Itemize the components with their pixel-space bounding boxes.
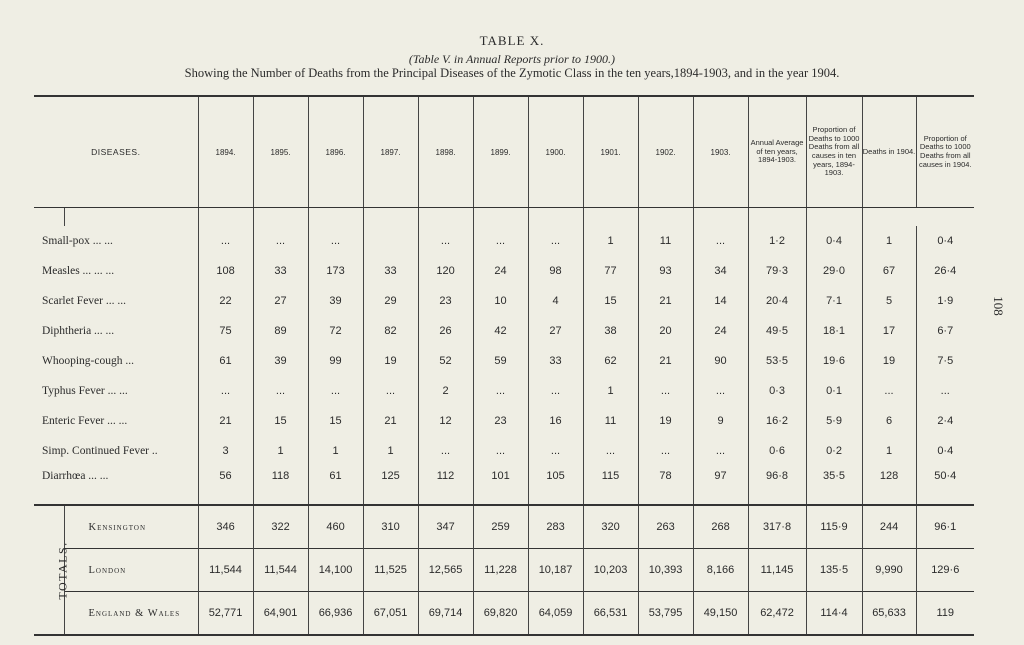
table-cell: 52	[418, 346, 473, 376]
table-cell: 64,901	[253, 592, 308, 636]
table-cell: 65,633	[862, 592, 916, 636]
table-cell: 108	[198, 256, 253, 286]
header-cell: 1894.	[198, 96, 253, 208]
table-cell: 97	[693, 466, 748, 505]
table-cell: 15	[583, 286, 638, 316]
table-cell: 1	[583, 226, 638, 256]
table-cell: 78	[638, 466, 693, 505]
table-cell: 10,203	[583, 549, 638, 592]
disease-rows	[34, 208, 974, 506]
table-cell: ...	[638, 376, 693, 406]
table-cell: 2	[418, 376, 473, 406]
table-cell: ...	[198, 376, 253, 406]
table-cell: 53·5	[748, 346, 806, 376]
table-cell: 9,990	[862, 549, 916, 592]
table-cell: ...	[528, 226, 583, 256]
table-row	[34, 256, 974, 286]
table-cell: ...	[418, 436, 473, 466]
table-cell: 320	[583, 505, 638, 549]
table-cell: ...	[693, 226, 748, 256]
table-cell: 16	[528, 406, 583, 436]
table-cell: ...	[862, 376, 916, 406]
region-name: Kensington	[64, 505, 198, 549]
table-cell: 38	[583, 316, 638, 346]
table-cell: ...	[583, 436, 638, 466]
table-cell: 12,565	[418, 549, 473, 592]
table-cell: 19	[862, 346, 916, 376]
table-cell	[363, 226, 418, 256]
table-cell: ...	[198, 226, 253, 256]
table-cell: 64,059	[528, 592, 583, 636]
table-cell: 6·7	[916, 316, 974, 346]
table-cell: 15	[253, 406, 308, 436]
table-cell: 0·6	[748, 436, 806, 466]
table-cell: 96·8	[748, 466, 806, 505]
table-cell: 27	[253, 286, 308, 316]
totals-rows	[34, 505, 974, 635]
region-name: London	[64, 549, 198, 592]
disease-name: Measles ... ... ...	[42, 265, 115, 277]
table-cell: ...	[473, 376, 528, 406]
header-cell: 1900.	[528, 96, 583, 208]
table-cell: 12	[418, 406, 473, 436]
header-cell: 1896.	[308, 96, 363, 208]
table-cell: 33	[363, 256, 418, 286]
table-description: Showing the Number of Deaths from the Principal Diseases of the Zymotic Class in the ten years,1894-1903, and in the year 1904.	[184, 66, 840, 80]
table-cell: 21	[638, 346, 693, 376]
table-cell: 119	[916, 592, 974, 636]
table-cell: 26	[418, 316, 473, 346]
table-cell: 1·2	[748, 226, 806, 256]
table-cell: 112	[418, 466, 473, 505]
table-cell: 3	[198, 436, 253, 466]
table-cell: 66,531	[583, 592, 638, 636]
table-cell: 15	[308, 406, 363, 436]
table-cell: 0·4	[916, 436, 974, 466]
spacer-cell	[418, 208, 473, 227]
table-row	[34, 466, 974, 505]
table-cell: 114·4	[806, 592, 862, 636]
disease-name: Scarlet Fever ... ...	[42, 295, 126, 307]
table-cell: 346	[198, 505, 253, 549]
table-cell: 101	[473, 466, 528, 505]
table-cell: 322	[253, 505, 308, 549]
table-row	[34, 286, 974, 316]
table-cell: 26·4	[916, 256, 974, 286]
disease-name: Whooping-cough ...	[42, 355, 134, 367]
totals-label	[34, 505, 70, 635]
table-cell: 39	[308, 286, 363, 316]
table-row	[34, 436, 974, 466]
table-row	[34, 316, 974, 346]
table-cell: 11,228	[473, 549, 528, 592]
header-cell: 1902.	[638, 96, 693, 208]
table-cell: 6	[862, 406, 916, 436]
header-cell: 1898.	[418, 96, 473, 208]
table-cell: 99	[308, 346, 363, 376]
region-name: England & Wales	[64, 592, 198, 636]
table-cell: 67,051	[363, 592, 418, 636]
table-subtitle	[0, 52, 1024, 67]
table-cell: 59	[473, 346, 528, 376]
table-cell: 135·5	[806, 549, 862, 592]
table-cell: 67	[862, 256, 916, 286]
table-cell: 72	[308, 316, 363, 346]
table-cell: 69,714	[418, 592, 473, 636]
table-cell: 10,393	[638, 549, 693, 592]
table-row	[34, 346, 974, 376]
table-cell: 14,100	[308, 549, 363, 592]
table-cell: 11	[583, 406, 638, 436]
table-cell: ...	[473, 226, 528, 256]
spacer-cell	[862, 208, 916, 227]
table-cell: 1	[862, 226, 916, 256]
table-cell: 29	[363, 286, 418, 316]
table-cell: ...	[916, 376, 974, 406]
spacer-cell	[198, 208, 253, 227]
table-cell: 11,544	[198, 549, 253, 592]
table-cell: 62,472	[748, 592, 806, 636]
table-cell: 21	[363, 406, 418, 436]
table-cell: 33	[253, 256, 308, 286]
table-cell: 0·1	[806, 376, 862, 406]
spacer-cell	[64, 208, 198, 227]
table-cell: ...	[638, 436, 693, 466]
table-cell: 79·3	[748, 256, 806, 286]
table-cell: 89	[253, 316, 308, 346]
table-cell: ...	[693, 376, 748, 406]
table-title: TABLE X.	[479, 33, 545, 48]
table-cell: 21	[638, 286, 693, 316]
table-cell: 50·4	[916, 466, 974, 505]
header-cell: 1895.	[253, 96, 308, 208]
table-cell: 347	[418, 505, 473, 549]
table-cell: 105	[528, 466, 583, 505]
table-cell: 93	[638, 256, 693, 286]
table-cell: 61	[198, 346, 253, 376]
table-cell: 22	[198, 286, 253, 316]
disease-name: Enteric Fever ... ...	[42, 415, 128, 427]
table-cell: 14	[693, 286, 748, 316]
table-cell: 9	[693, 406, 748, 436]
page-number: 108	[990, 296, 1006, 316]
table-cell: 115·9	[806, 505, 862, 549]
table-cell: ...	[473, 436, 528, 466]
table-cell: 460	[308, 505, 363, 549]
totals-row	[34, 592, 974, 636]
table-cell: 16·2	[748, 406, 806, 436]
table-cell: 20·4	[748, 286, 806, 316]
table-cell: 128	[862, 466, 916, 505]
disease-name: Simp. Continued Fever ..	[42, 445, 158, 457]
subtitle-text: (Table V. in Annual Reports prior to 1900.)	[408, 52, 616, 66]
table-cell: ...	[528, 376, 583, 406]
totals-row	[34, 549, 974, 592]
table-cell: 283	[528, 505, 583, 549]
table-cell: 98	[528, 256, 583, 286]
spacer-cell	[638, 208, 693, 227]
table-cell: 23	[418, 286, 473, 316]
table-cell: 1	[862, 436, 916, 466]
table-cell: 19	[363, 346, 418, 376]
table-cell: 0·2	[806, 436, 862, 466]
table-cell: 5	[862, 286, 916, 316]
table-cell: 244	[862, 505, 916, 549]
table-cell: 7·1	[806, 286, 862, 316]
table-cell: 1·9	[916, 286, 974, 316]
table-cell: ...	[308, 376, 363, 406]
table-cell: ...	[363, 376, 418, 406]
header-cell: 1899.	[473, 96, 528, 208]
table-cell: 62	[583, 346, 638, 376]
table-cell: 19·6	[806, 346, 862, 376]
table-cell: 24	[473, 256, 528, 286]
table-cell: 56	[198, 466, 253, 505]
table-cell: 317·8	[748, 505, 806, 549]
table-cell: 23	[473, 406, 528, 436]
table-cell: 61	[308, 466, 363, 505]
header-cell: Proportion of Deaths to 1000 Deaths from all causes in ten years, 1894-1903.	[806, 96, 862, 208]
table-cell: 34	[693, 256, 748, 286]
table-cell: 77	[583, 256, 638, 286]
disease-name: Typhus Fever ... ...	[42, 385, 128, 397]
table-cell: 52,771	[198, 592, 253, 636]
table-cell: 1	[308, 436, 363, 466]
table-row	[34, 406, 974, 436]
header-cell: 1903.	[693, 96, 748, 208]
header-cell: 1897.	[363, 96, 418, 208]
table-cell: 90	[693, 346, 748, 376]
table-cell: 268	[693, 505, 748, 549]
table-cell: ...	[418, 226, 473, 256]
deaths-table	[34, 95, 974, 636]
table-cell: ...	[308, 226, 363, 256]
table-cell: 66,936	[308, 592, 363, 636]
table-row	[34, 226, 974, 256]
table-cell: 11,145	[748, 549, 806, 592]
header-cell: DISEASES.	[34, 96, 198, 208]
header-cell: Proportion of Deaths to 1000 Deaths from all causes in 1904.	[916, 96, 974, 208]
spacer-cell	[583, 208, 638, 227]
table-cell: 96·1	[916, 505, 974, 549]
table-cell: ...	[253, 376, 308, 406]
table-cell: 19	[638, 406, 693, 436]
table-cell: 4	[528, 286, 583, 316]
table-cell: 39	[253, 346, 308, 376]
table-cell: 27	[528, 316, 583, 346]
table-cell: 75	[198, 316, 253, 346]
header-cell: 1901.	[583, 96, 638, 208]
table-cell: 1	[583, 376, 638, 406]
table-cell: 10	[473, 286, 528, 316]
table-cell: 173	[308, 256, 363, 286]
table-cell: 20	[638, 316, 693, 346]
table-cell: 5·9	[806, 406, 862, 436]
table-row	[34, 376, 974, 406]
table-cell: 11	[638, 226, 693, 256]
table-cell: 1	[363, 436, 418, 466]
table-cell: 69,820	[473, 592, 528, 636]
table-cell: 129·6	[916, 549, 974, 592]
spacer-cell	[34, 208, 64, 227]
header-cell: Annual Average of ten years, 1894-1903.	[748, 96, 806, 208]
table-cell: 21	[198, 406, 253, 436]
table-cell: 115	[583, 466, 638, 505]
spacer-cell	[693, 208, 748, 227]
table-cell: 8,166	[693, 549, 748, 592]
table-cell: 33	[528, 346, 583, 376]
spacer-cell	[308, 208, 363, 227]
table-cell: 10,187	[528, 549, 583, 592]
table-cell: 2·4	[916, 406, 974, 436]
table-cell: 42	[473, 316, 528, 346]
table-cell: 11,544	[253, 549, 308, 592]
table-cell: 11,525	[363, 549, 418, 592]
table-cell: 18·1	[806, 316, 862, 346]
disease-name: Diarrhœa ... ...	[42, 470, 109, 482]
totals-label-text: TOTALS.	[55, 540, 70, 600]
disease-name: Small-pox ... ...	[42, 235, 113, 247]
table-cell: 125	[363, 466, 418, 505]
table-cell: ...	[528, 436, 583, 466]
spacer-row	[34, 208, 974, 227]
table-cell: 35·5	[806, 466, 862, 505]
table-cell: 118	[253, 466, 308, 505]
spacer-cell	[473, 208, 528, 227]
table-cell: 120	[418, 256, 473, 286]
table-cell: 0·4	[806, 226, 862, 256]
table-cell: ...	[693, 436, 748, 466]
table-cell: 259	[473, 505, 528, 549]
spacer-cell	[528, 208, 583, 227]
table-cell: 263	[638, 505, 693, 549]
table-cell: 0·4	[916, 226, 974, 256]
spacer-cell	[748, 208, 806, 227]
table-cell: 82	[363, 316, 418, 346]
table-cell: 310	[363, 505, 418, 549]
header-cell: Deaths in 1904.	[862, 96, 916, 208]
table-cell: ...	[253, 226, 308, 256]
table-cell: 29·0	[806, 256, 862, 286]
table-cell: 49·5	[748, 316, 806, 346]
spacer-cell	[363, 208, 418, 227]
table-cell: 24	[693, 316, 748, 346]
totals-row	[34, 505, 974, 549]
disease-name: Diphtheria ... ...	[42, 325, 115, 337]
table-cell: 1	[253, 436, 308, 466]
table-cell: 17	[862, 316, 916, 346]
table-cell: 0·3	[748, 376, 806, 406]
spacer-cell	[806, 208, 862, 227]
table-cell: 53,795	[638, 592, 693, 636]
spacer-cell	[253, 208, 308, 227]
header-row	[34, 96, 974, 208]
table-cell: 7·5	[916, 346, 974, 376]
table-cell: 49,150	[693, 592, 748, 636]
